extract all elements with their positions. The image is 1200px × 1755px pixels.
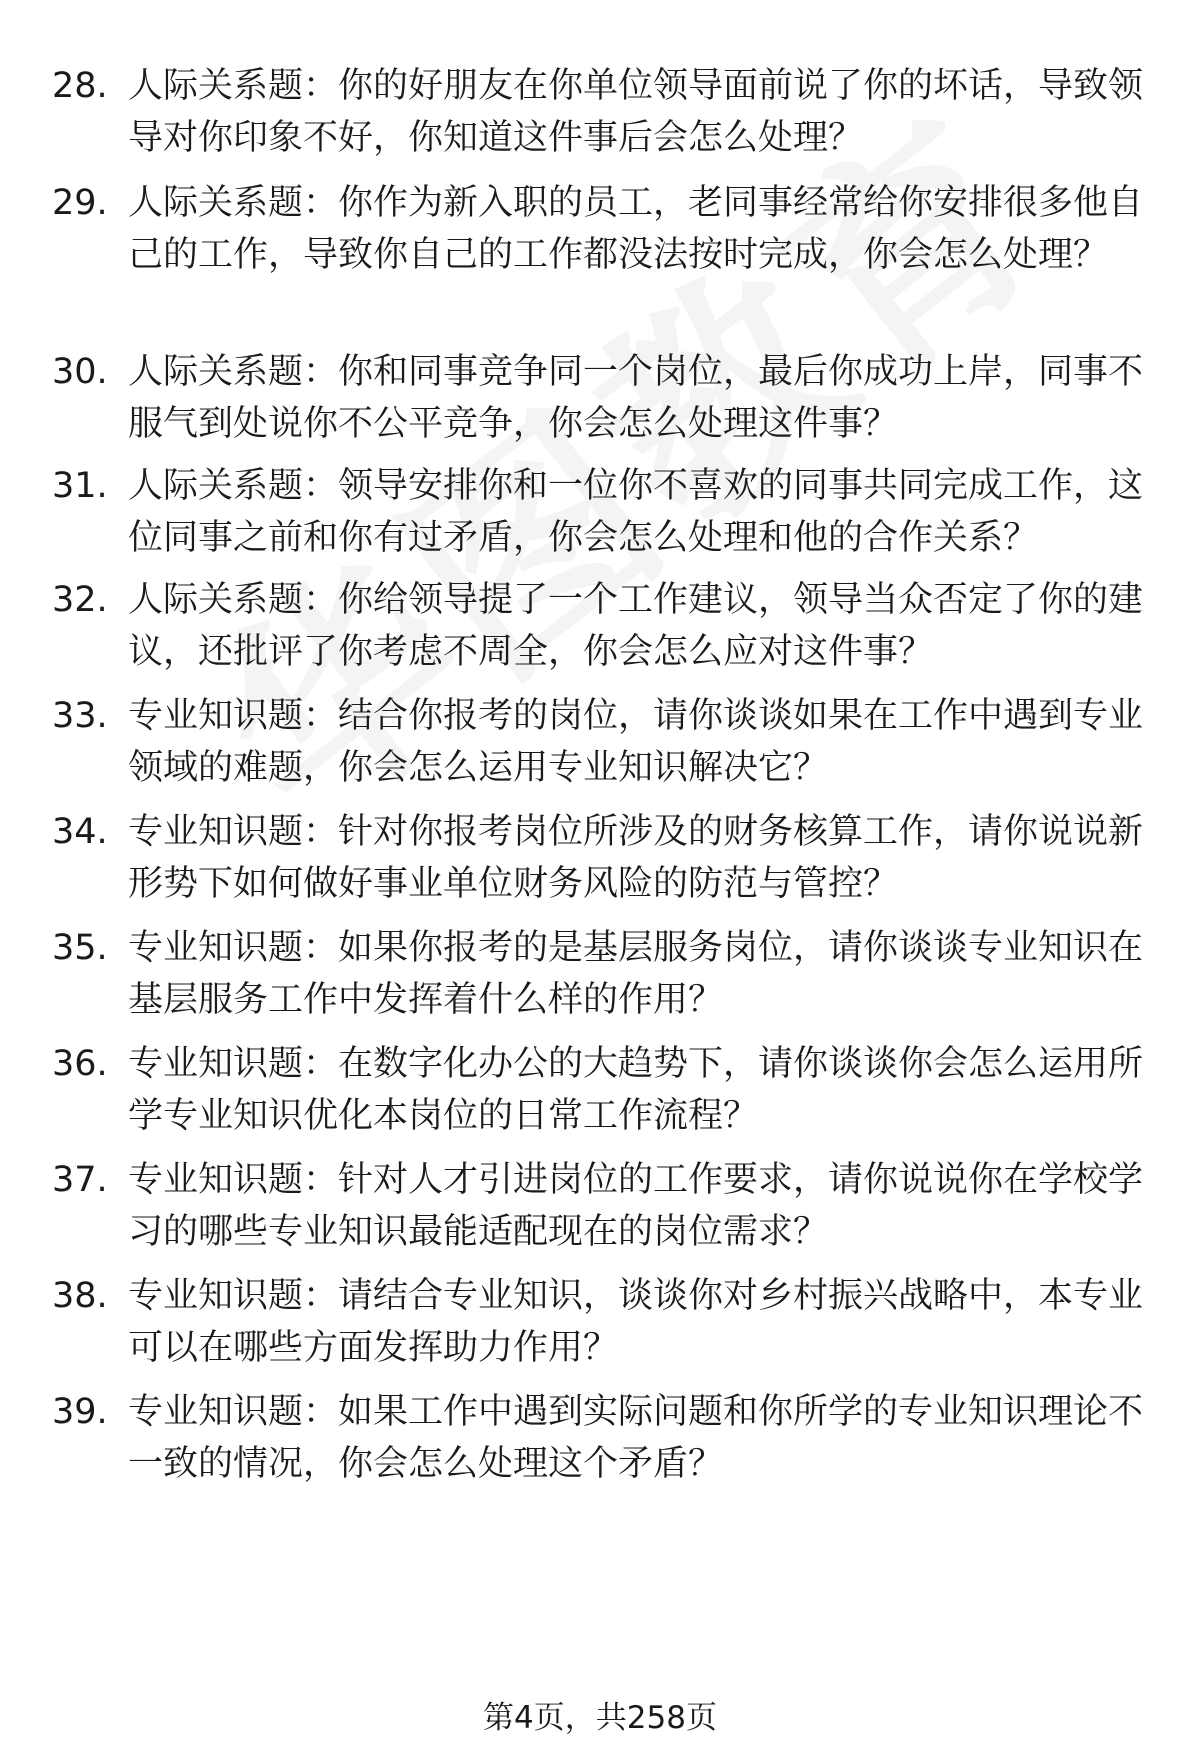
question-item: [52, 1270, 1152, 1374]
question-item: [52, 1386, 1152, 1490]
question-number: 37.: [52, 1160, 108, 1200]
question-number: 33.: [52, 696, 108, 736]
question-number: 34.: [52, 812, 108, 852]
question-number: 29.: [52, 183, 108, 223]
question-number: 31.: [52, 466, 108, 506]
page-footer: 第4页，共258页: [483, 1700, 717, 1736]
question-text: 专业知识题：如果你报考的是基层服务岗位，请你谈谈专业知识在基层服务工作中发挥着什么样的作用？: [128, 928, 1144, 1020]
question-number: 28.: [52, 66, 108, 106]
question-number: 30.: [52, 352, 108, 392]
question-item: [52, 60, 1152, 164]
question-item: [52, 574, 1152, 678]
question-text: 专业知识题：在数字化办公的大趋势下，请你谈谈你会怎么运用所学专业知识优化本岗位的日常工作流程？: [128, 1044, 1144, 1136]
question-text: 人际关系题：领导安排你和一位你不喜欢的同事共同完成工作，这位同事之前和你有过矛盾，你会怎么处理和他的合作关系？: [128, 466, 1144, 558]
question-text: 专业知识题：结合你报考的岗位，请你谈谈如果在工作中遇到专业领域的难题，你会怎么运用专业知识解决它？: [128, 696, 1144, 788]
question-item: [52, 806, 1152, 910]
question-text: 专业知识题：如果工作中遇到实际问题和你所学的专业知识理论不一致的情况，你会怎么处理这个矛盾？: [128, 1392, 1144, 1484]
question-text: 专业知识题：针对人才引进岗位的工作要求，请你说说你在学校学习的哪些专业知识最能适配现在的岗位需求？: [128, 1160, 1144, 1252]
question-item: [52, 460, 1152, 564]
question-text: 人际关系题：你给领导提了一个工作建议，领导当众否定了你的建议，还批评了你考虑不周全，你会怎么应对这件事？: [128, 580, 1144, 672]
question-number: 39.: [52, 1392, 108, 1432]
question-item: [52, 1154, 1152, 1258]
question-number: 38.: [52, 1276, 108, 1316]
question-number: 35.: [52, 928, 108, 968]
question-text: 专业知识题：针对你报考岗位所涉及的财务核算工作，请你说说新形势下如何做好事业单位财务风险的防范与管控？: [128, 812, 1144, 904]
question-text: 人际关系题：你作为新入职的员工，老同事经常给你安排很多他自己的工作，导致你自己的工作都没法按时完成，你会怎么处理？: [128, 183, 1144, 275]
question-item: [52, 922, 1152, 1026]
question-item: [52, 1038, 1152, 1142]
question-text: 人际关系题：你和同事竞争同一个岗位，最后你成功上岸，同事不服气到处说你不公平竞争，你会怎么处理这件事？: [128, 352, 1144, 444]
question-item: [52, 346, 1152, 450]
question-item: [52, 177, 1152, 281]
question-number: 36.: [52, 1044, 108, 1084]
question-number: 32.: [52, 580, 108, 620]
question-text: 专业知识题：请结合专业知识，谈谈你对乡村振兴战略中，本专业可以在哪些方面发挥助力作用？: [128, 1276, 1144, 1368]
question-text: 人际关系题：你的好朋友在你单位领导面前说了你的坏话，导致领导对你印象不好，你知道这件事后会怎么处理？: [128, 66, 1144, 158]
question-item: [52, 690, 1152, 794]
